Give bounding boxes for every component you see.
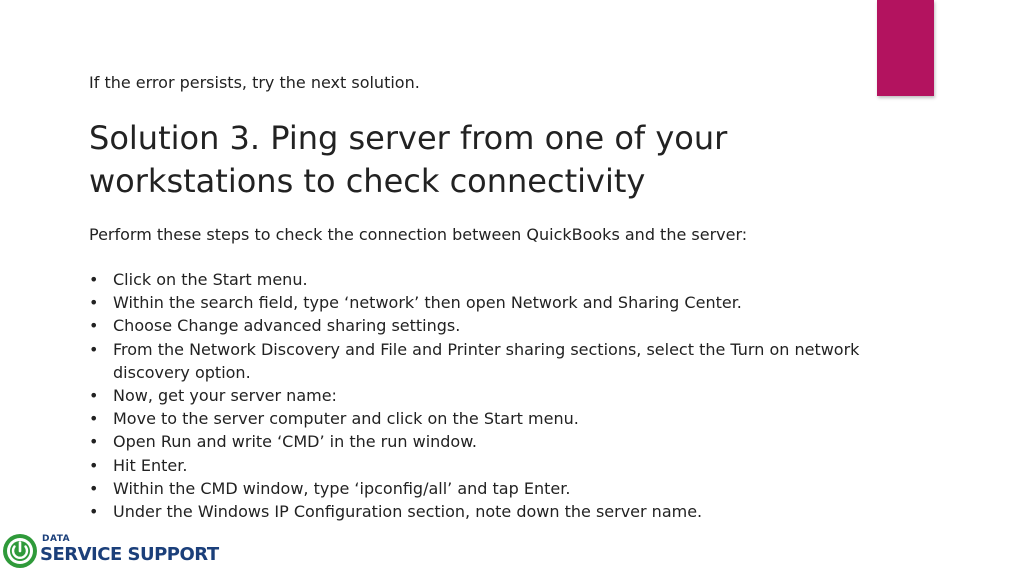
step-text: Open Run and write ‘CMD’ in the run window. [113,432,477,452]
power-icon [2,533,38,569]
step-text: Now, get your server name: [113,386,337,406]
bullet: • [89,293,99,313]
bullet: • [89,432,99,452]
list-item [89,384,879,407]
step-text: Within the CMD window, type ‘ipconfig/all’ and tap Enter. [113,478,571,498]
bullet: • [89,409,99,429]
logo-small-text: DATA [42,534,71,544]
step-text: Choose Change advanced sharing settings. [113,316,461,336]
step-text: Hit Enter. [113,455,188,475]
logo [0,528,219,572]
list-item [89,338,879,384]
bullet: • [89,502,99,522]
list-item [89,268,879,291]
step-text: From the Network Discovery and File and Printer sharing sections, select the Turn on network discovery option. [113,339,860,382]
bullet: • [89,478,99,498]
bullet: • [89,339,99,359]
bullet: • [89,455,99,475]
list-item [89,454,879,477]
bullet: • [89,270,99,289]
step-text: Within the search field, type ‘network’ then open Network and Sharing Center. [113,293,742,313]
steps-list [89,268,879,523]
list-item [89,407,879,430]
step-text: Move to the server computer and click on the Start menu. [113,409,579,429]
intro-text: If the error persists, try the next solution. [89,73,420,92]
list-item [89,314,879,337]
page-title: Solution 3. Ping server from one of your workstations to check connectivity [89,119,728,200]
list-item [89,500,879,523]
step-text: Click on the Start menu. [113,270,308,289]
accent-bar [877,0,934,96]
step-text: Under the Windows IP Configuration section, note down the server name. [113,502,703,522]
list-item [89,477,879,500]
lead-text: Perform these steps to check the connection between QuickBooks and the server: [89,225,748,244]
bullet: • [89,316,99,336]
bullet: • [89,386,99,406]
logo-brand-text: SERVICE SUPPORT [40,544,219,565]
list-item [89,430,879,453]
list-item [89,291,879,314]
